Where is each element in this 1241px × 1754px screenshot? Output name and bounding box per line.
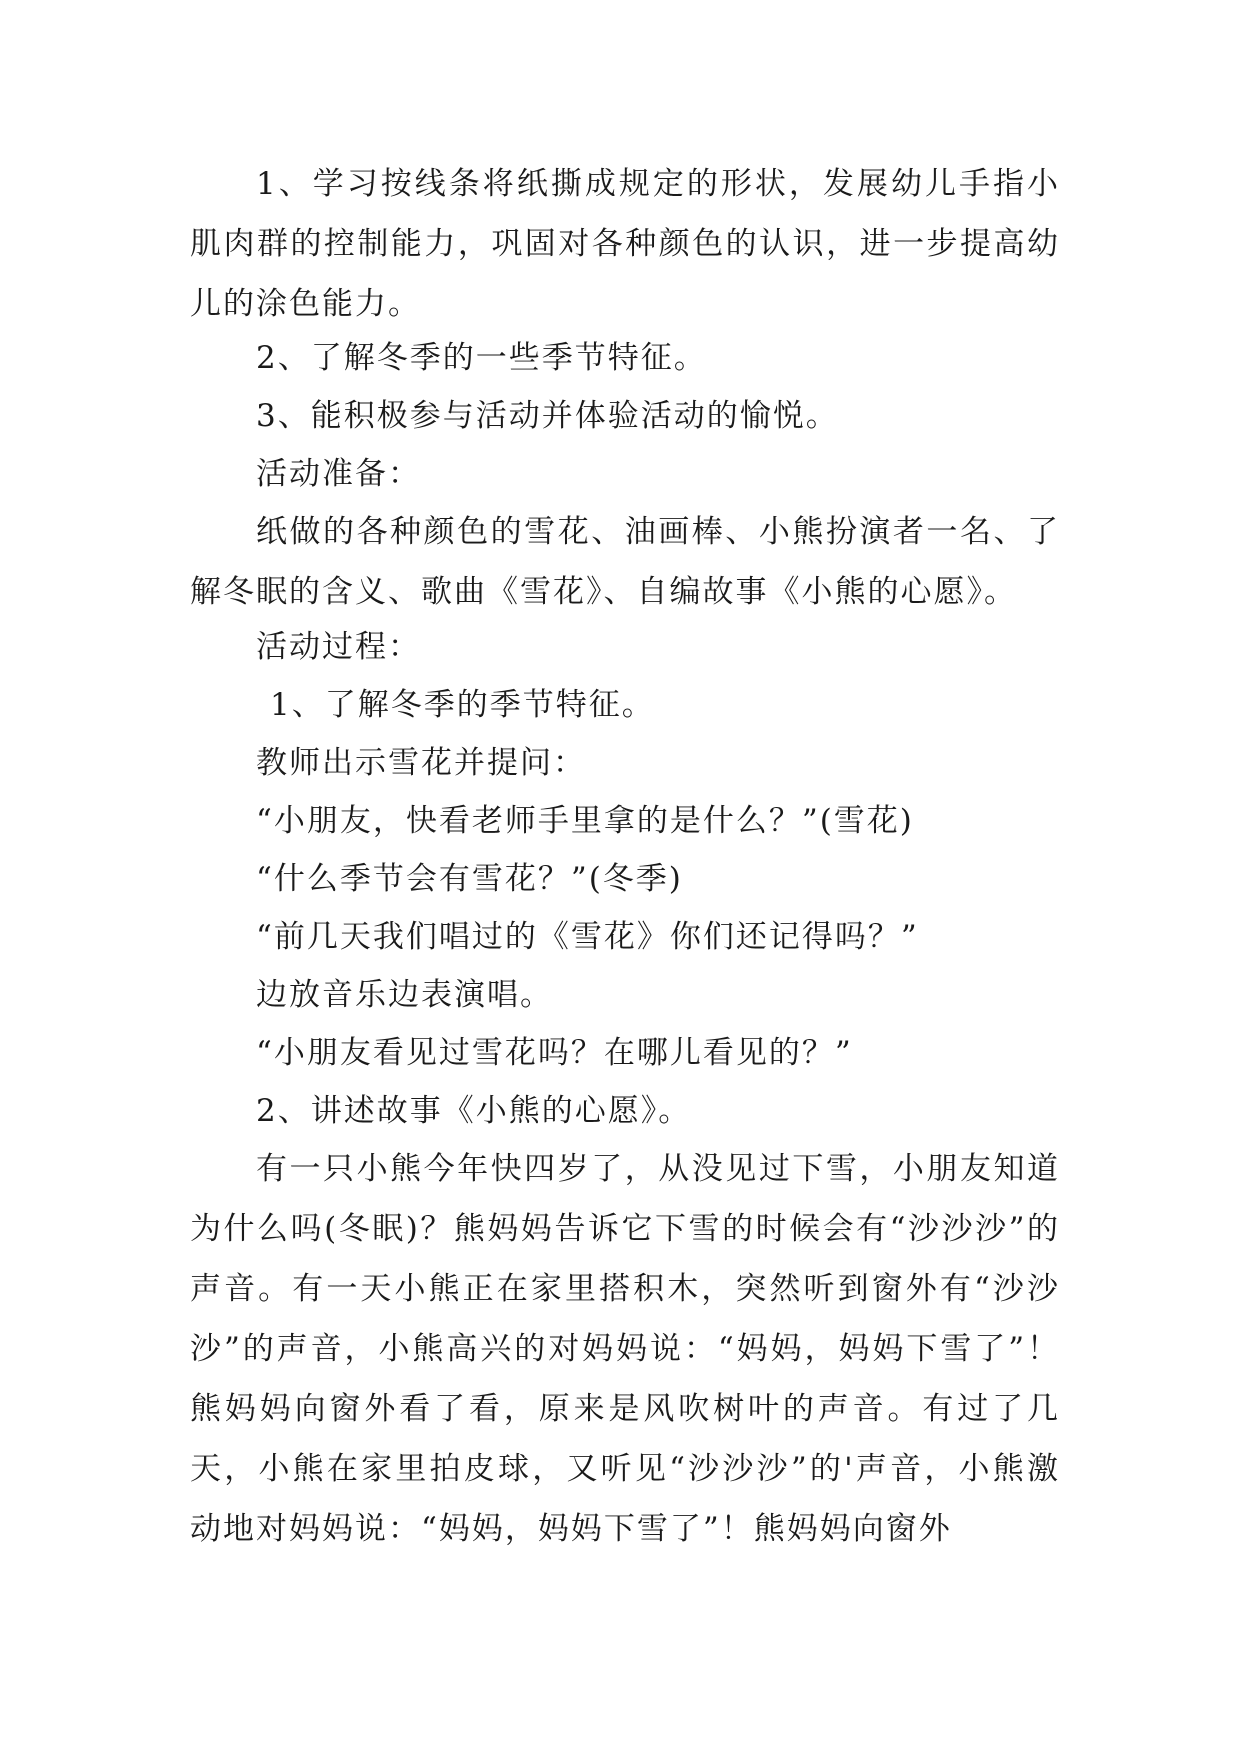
step-2: 2、讲述故事《小熊的心愿》。 xyxy=(256,1093,692,1129)
objective-1: 1、学习按线条将纸撕成规定的形状，发展幼儿手指小肌肉群的控制能力，巩固对各种颜色的认识，进一步提高幼儿的涂色能力。 xyxy=(190,166,1060,322)
heading-preparation: 活动准备： xyxy=(256,456,421,492)
sing-activity: 边放音乐边表演唱。 xyxy=(256,977,553,1013)
objective-2: 2、了解冬季的一些季节特征。 xyxy=(256,340,707,376)
question-3: “前几天我们唱过的《雪花》你们还记得吗？” xyxy=(256,919,919,955)
question-4: “小朋友看见过雪花吗？在哪儿看见的？” xyxy=(256,1035,853,1071)
question-1: “小朋友，快看老师手里拿的是什么？”(雪花) xyxy=(256,803,914,839)
preparation-text: 纸做的各种颜色的雪花、油画棒、小熊扮演者一名、了解冬眠的含义、歌曲《雪花》、自编故事《小熊的心愿》。 xyxy=(190,514,1060,610)
story-text: 有一只小熊今年快四岁了，从没见过下雪，小朋友知道为什么吗(冬眠)？熊妈妈告诉它下雪的时候会有“沙沙沙”的声音。有一天小熊正在家里搭积木，突然听到窗外有“沙沙沙”的声音，小熊高兴的对妈妈说：“妈妈，妈妈下雪了”！熊妈妈向窗外看了看，原来是风吹树叶的声音。有过了几天，小熊在家里拍皮球，又听见“沙沙沙”的'声音，小熊激动地对妈妈说：“妈妈，妈妈下雪了”！熊妈妈向窗外 xyxy=(190,1151,1060,1547)
teacher-action: 教师出示雪花并提问： xyxy=(256,745,586,781)
objective-3: 3、能积极参与活动并体验活动的愉悦。 xyxy=(256,398,839,434)
step-1: 1、了解冬季的季节特征。 xyxy=(270,687,655,723)
heading-process: 活动过程： xyxy=(256,629,421,665)
question-2: “什么季节会有雪花？”(冬季) xyxy=(256,861,683,897)
